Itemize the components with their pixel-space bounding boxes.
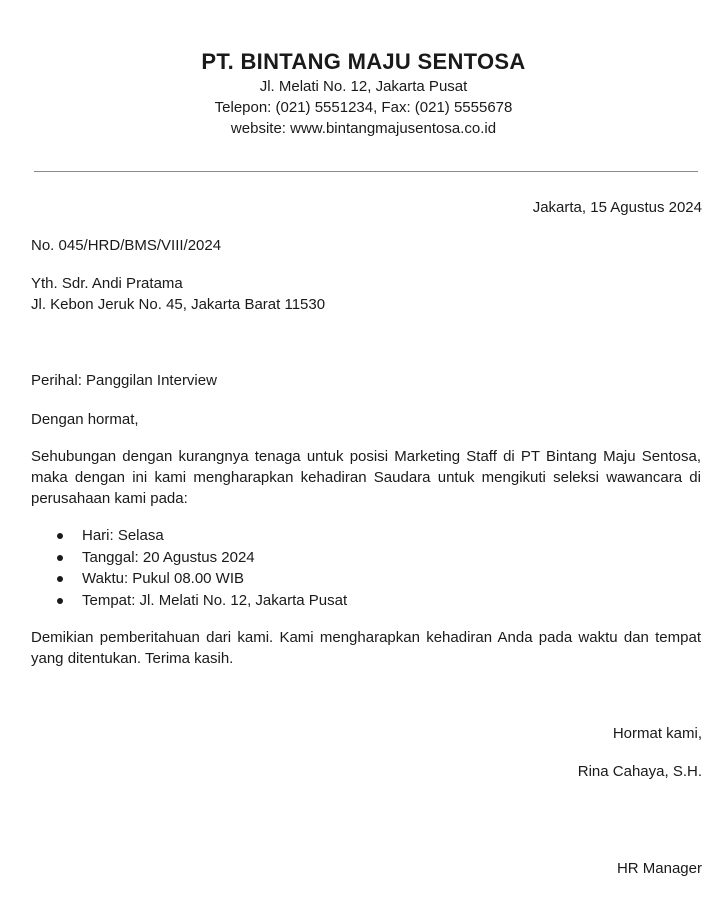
letter-date: Jakarta, 15 Agustus 2024 — [532, 199, 702, 216]
list-item — [31, 590, 347, 612]
list-item — [31, 568, 347, 590]
letterhead — [0, 48, 727, 139]
bullet-icon — [57, 533, 63, 539]
list-item — [31, 547, 347, 569]
recipient-address: Jl. Kebon Jeruk No. 45, Jakarta Barat 11530 — [31, 296, 326, 313]
company-website: website: www.bintangmajusentosa.co.id — [230, 120, 497, 137]
bullet-icon — [57, 576, 63, 582]
letter-subject: Perihal: Panggilan Interview — [31, 372, 217, 389]
letter-signoff: Hormat kami, — [612, 725, 702, 742]
detail-date: Tanggal: 20 Agustus 2024 — [82, 548, 255, 566]
bullet-icon — [57, 598, 63, 604]
detail-time: Waktu: Pukul 08.00 WIB — [82, 570, 245, 587]
letter-greeting: Dengan hormat, — [31, 411, 139, 428]
signatory-position: HR Manager — [616, 860, 702, 877]
interview-details-list — [31, 525, 347, 611]
list-item — [31, 525, 347, 547]
company-address: Jl. Melati No. 12, Jakarta Pusat — [259, 78, 468, 95]
bullet-icon — [57, 555, 63, 561]
letter-body: Sehubungan dengan kurangnya tenaga untuk posisi Marketing Staff di PT Bintang Maju Sentosa, maka dengan ini kami mengharapkan kehadiran Saudara untuk mengikuti seleksi wawancara di perusahaan kami pada: — [31, 448, 701, 507]
letter-number: No. 045/HRD/BMS/VIII/2024 — [31, 237, 222, 254]
detail-place: Tempat: Jl. Melati No. 12, Jakarta Pusat — [82, 591, 348, 609]
detail-day: Hari: Selasa — [82, 527, 164, 544]
company-name: PT. BINTANG MAJU SENTOSA — [201, 49, 526, 74]
letter-closing: Demikian pemberitahuan dari kami. Kami mengharapkan kehadiran Anda pada waktu dan tempat yang ditentukan. Terima kasih. — [31, 629, 701, 667]
signatory-name: Rina Cahaya, S.H. — [577, 763, 702, 780]
letterhead-divider — [34, 171, 698, 172]
recipient-name: Yth. Sdr. Andi Pratama — [31, 275, 183, 292]
company-contact: Telepon: (021) 5551234, Fax: (021) 5555678 — [214, 99, 513, 116]
